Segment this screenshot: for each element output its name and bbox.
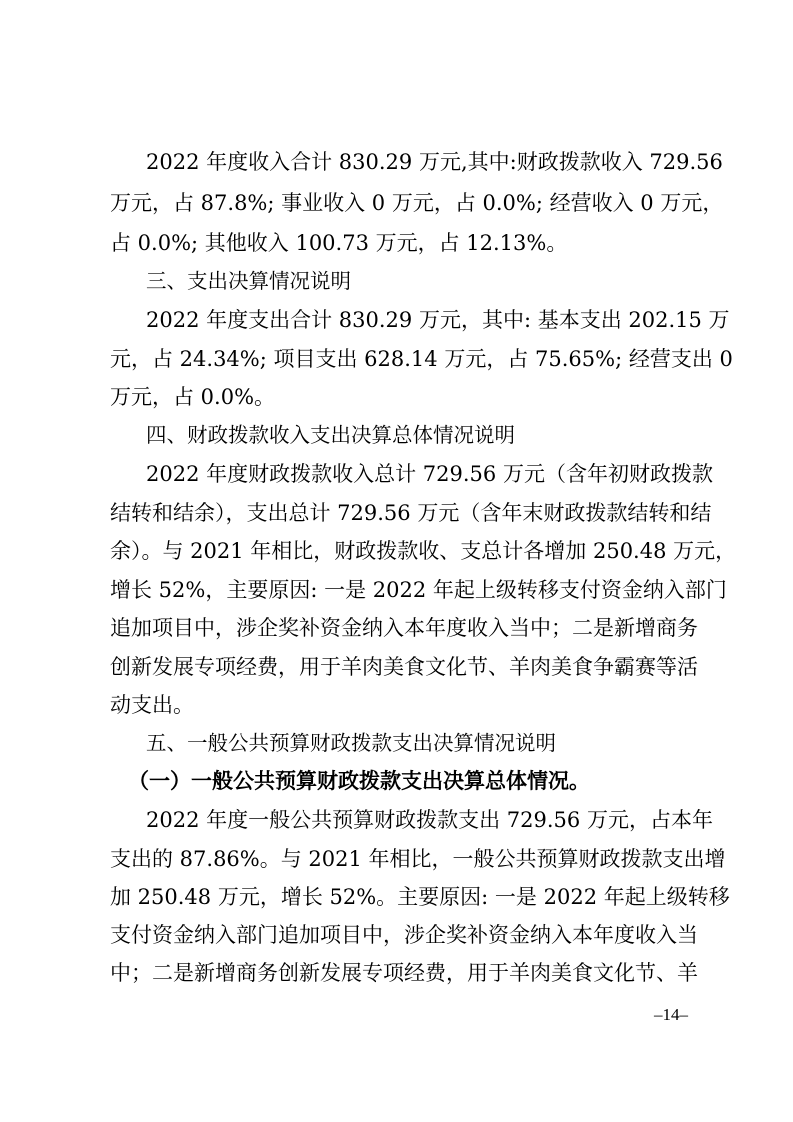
paragraph-line: 动支出。	[110, 693, 194, 717]
paragraph-line: 支出的 87.86%。与 2021 年相比，一般公共预算财政拨款支出增	[110, 847, 726, 871]
paragraph-line: 2022 年度收入合计 830.29 万元,其中:财政拨款收入 729.56	[146, 150, 723, 174]
paragraph-line: 2022 年度财政拨款收入总计 729.56 万元（含年初财政拨款	[146, 462, 713, 486]
paragraph-line: 加 250.48 万元，增长 52%。主要原因: 一是 2022 年起上级转移	[110, 885, 730, 909]
section-heading: 四、财政拨款收入支出决算总体情况说明	[146, 423, 515, 447]
paragraph-line: 2022 年度一般公共预算财政拨款支出 729.56 万元，占本年	[146, 808, 713, 832]
page-number: –14–	[654, 1005, 688, 1024]
paragraph-line: 中；二是新增商务创新发展专项经费，用于羊肉美食文化节、羊	[110, 961, 698, 985]
section-heading: 三、支出决算情况说明	[146, 269, 351, 293]
section-heading: 五、一般公共预算财政拨款支出决算情况说明	[146, 731, 556, 755]
paragraph-line: 万元，占 87.8%; 事业收入 0 万元，占 0.0%; 经营收入 0 万元，	[110, 191, 724, 215]
paragraph-line: 余）。与 2021 年相比，财政拨款收、支总计各增加 250.48 万元，	[110, 539, 737, 563]
paragraph-line: 万元，占 0.0%。	[110, 385, 276, 409]
paragraph-line: 结转和结余），支出总计 729.56 万元（含年末财政拨款结转和结	[110, 501, 712, 525]
subsection-heading: （一）一般公共预算财政拨款支出决算总体情况。	[128, 769, 590, 793]
paragraph-line: 元，占 24.34%; 项目支出 628.14 万元，占 75.65%; 经营支出 0	[110, 347, 733, 371]
paragraph-line: 创新发展专项经费，用于羊肉美食文化节、羊肉美食争霸赛等活	[110, 655, 698, 679]
paragraph-line: 追加项目中，涉企奖补资金纳入本年度收入当中；二是新增商务	[110, 616, 698, 640]
paragraph-line: 支付资金纳入部门追加项目中，涉企奖补资金纳入本年度收入当	[110, 923, 698, 947]
paragraph-line: 2022 年度支出合计 830.29 万元，其中: 基本支出 202.15 万	[146, 308, 730, 332]
paragraph-line: 增长 52%，主要原因: 一是 2022 年起上级转移支付资金纳入部门	[110, 578, 727, 602]
paragraph-line: 占 0.0%; 其他收入 100.73 万元，占 12.13%。	[110, 231, 568, 255]
